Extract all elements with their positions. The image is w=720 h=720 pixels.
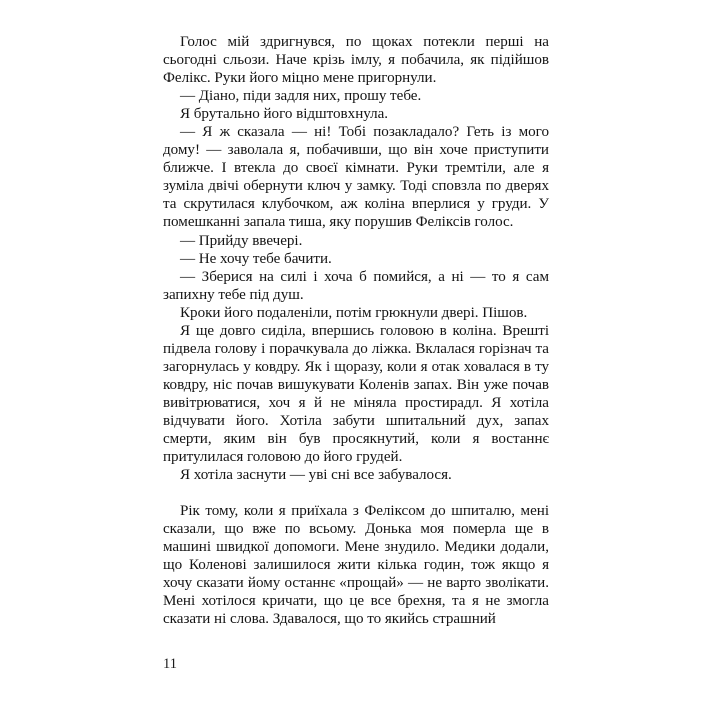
paragraph: Рік тому, коли я приїхала з Феліксом до шпиталю, мені сказали, що вже по всьому. Донька моя померла ще в машині швидкої допомоги. Мене знудило. Медики додали, що Коленові залишилося жити кілька годин, тож якщо я хочу сказати йому останнє «прощай» — не варто зволікати. Мені хотілося кричати, що це все брехня, та я не змогла сказати ні слова. Здавалося, що то якийсь страшний [163,503,549,628]
paragraph: Я брутально його відштовхнула. [180,106,389,123]
paragraph: Я хотіла заснути — уві сні все забувалося. [180,467,452,484]
paragraph: Кроки його подаленіли, потім грюкнули двері. Пішов. [180,304,528,321]
paragraph: Я ще довго сиділа, впершись головою в коліна. Врешті підвела голову і порачкувала до ліжка. Вклалася горізнач та загорнулась у ковдру. Як і щоразу, коли я отак ховалася в ту ковдру, ніс почав вишукувати Коленів запах. Він уже почав вивітрюватися, хоч я й не міняла простирадл. Я хотіла відчувати його. Хотіла забути шпитальний дух, запах смерти, яким він був просякнутий, коли я востаннє притулилася головою до його грудей. [163,322,549,466]
paragraph-dialogue: — Я ж сказала — ні! Тобі позакладало? Геть із мого дому! — заволала я, побачивши, що він хоче приступити ближче. І втекла до своєї кімнати. Руки тремтіли, але я зуміла двічі обернути ключ у замку. Тоді сповзла по дверях та скрутилася клубочком, аж коліна вперлися у груди. У помешканні запала тиша, яку порушив Феліксів голос. [163,124,549,231]
paragraph-dialogue: — Зберися на силі і хоча б помийся, а ні — то я сам запихну тебе під душ. [163,268,549,303]
paragraph-dialogue: — Не хочу тебе бачити. [180,250,332,267]
paragraph-dialogue: — Прийду ввечері. [180,232,303,249]
paragraph-dialogue: — Діано, піди задля них, прошу тебе. [180,88,422,105]
page-number: 11 [163,656,177,672]
text-column [163,33,549,629]
paragraph: Голос мій здригнувся, по щоках потекли перші на сьогодні сльози. Наче крізь імлу, я побачила, як підійшов Фелікс. Руки його міцно мене пригорнули. [163,34,549,87]
section-break [163,484,549,502]
